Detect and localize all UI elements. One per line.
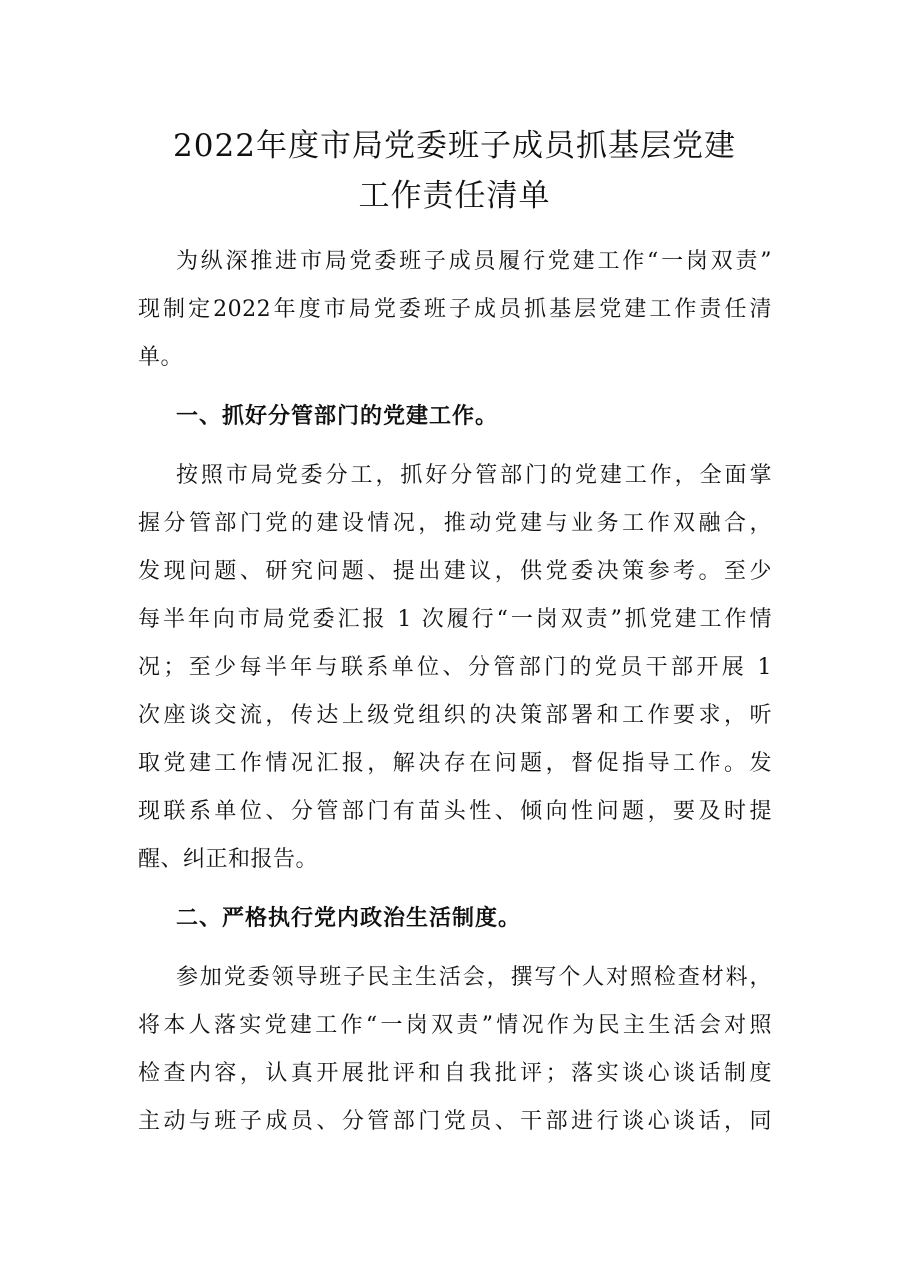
intro-line: 单。 bbox=[138, 345, 184, 370]
paragraph-line: 次座谈交流，传达上级党组织的决策部署和工作要求，听 bbox=[138, 703, 772, 728]
paragraph-line: 握分管部门党的建设情况，推动党建与业务工作双融合， bbox=[138, 511, 772, 536]
paragraph-line: 主动与班子成员、分管部门党员、干部进行谈心谈话，同 bbox=[138, 1109, 772, 1134]
paragraph-line: 取党建工作情况汇报，解决存在问题，督促指导工作。发 bbox=[138, 751, 772, 776]
document-title-line-1: 2022年度市局党委班子成员抓基层党建 bbox=[173, 128, 736, 164]
intro-line: 为纵深推进市局党委班子成员履行党建工作“一岗双责” bbox=[176, 249, 772, 274]
section-heading: 一、抓好分管部门的党建工作。 bbox=[176, 404, 499, 429]
paragraph-line: 醒、纠正和报告。 bbox=[138, 847, 319, 872]
paragraph-line: 按照市局党委分工，抓好分管部门的党建工作，全面掌 bbox=[176, 463, 772, 488]
paragraph-line: 每半年向市局党委汇报 1 次履行“一岗双责”抓党建工作情 bbox=[138, 607, 772, 632]
paragraph-line: 检查内容，认真开展批评和自我批评；落实谈心谈话制度 bbox=[138, 1061, 772, 1086]
section-heading: 二、严格执行党内政治生活制度。 bbox=[176, 906, 522, 931]
paragraph-line: 况；至少每半年与联系单位、分管部门的党员干部开展 1 bbox=[138, 655, 772, 680]
paragraph-line: 现联系单位、分管部门有苗头性、倾向性问题，要及时提 bbox=[138, 799, 772, 824]
paragraph-line: 发现问题、研究问题、提出建议，供党委决策参考。至少 bbox=[138, 559, 772, 584]
document-title-line-2: 工作责任清单 bbox=[358, 178, 551, 214]
intro-line: 现制定2022年度市局党委班子成员抓基层党建工作责任清 bbox=[138, 297, 772, 322]
paragraph-line: 将本人落实党建工作“一岗双责”情况作为民主生活会对照 bbox=[138, 1013, 772, 1038]
paragraph-line: 参加党委领导班子民主生活会，撰写个人对照检查材料， bbox=[176, 965, 772, 990]
